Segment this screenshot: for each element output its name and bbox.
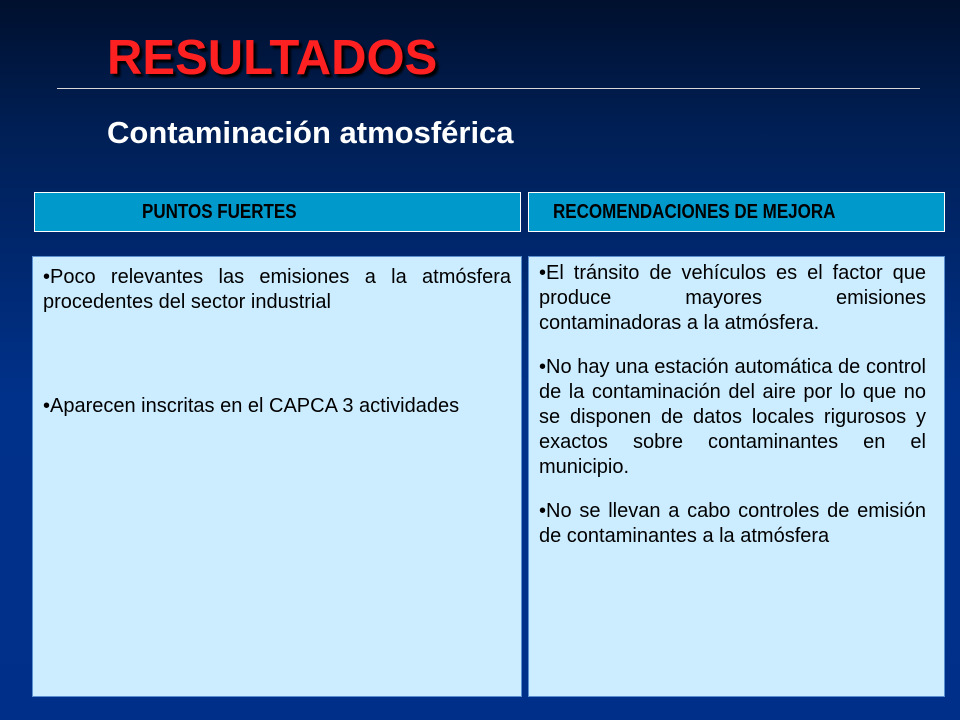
strengths-header	[34, 192, 521, 232]
title-divider	[57, 88, 920, 89]
improvements-header-label: RECOMENDACIONES DE MEJORA	[553, 200, 836, 223]
strengths-header-label: PUNTOS FUERTES	[142, 200, 297, 223]
improvements-panel	[528, 256, 945, 697]
improvements-item: •El tránsito de vehículos es el factor que produce mayores emisiones contaminadoras a la atmósfera.	[539, 262, 926, 334]
strengths-item: •Poco relevantes las emisiones a la atmósfera procedentes del sector industrial	[43, 266, 511, 313]
strengths-item: •Aparecen inscritas en el CAPCA 3 actividades	[43, 395, 460, 417]
improvements-item: •No hay una estación automática de control de la contaminación del aire por lo que no se disponen de datos locales rigurosos y exactos sobre contaminantes en el municipio.	[539, 356, 926, 478]
improvements-item: •No se llevan a cabo controles de emisión de contaminantes a la atmósfera	[539, 500, 926, 547]
improvements-header	[528, 192, 945, 232]
slide-title: RESULTADOS	[107, 31, 438, 85]
strengths-panel	[32, 256, 522, 697]
slide-subtitle: Contaminación atmosférica	[107, 115, 514, 150]
